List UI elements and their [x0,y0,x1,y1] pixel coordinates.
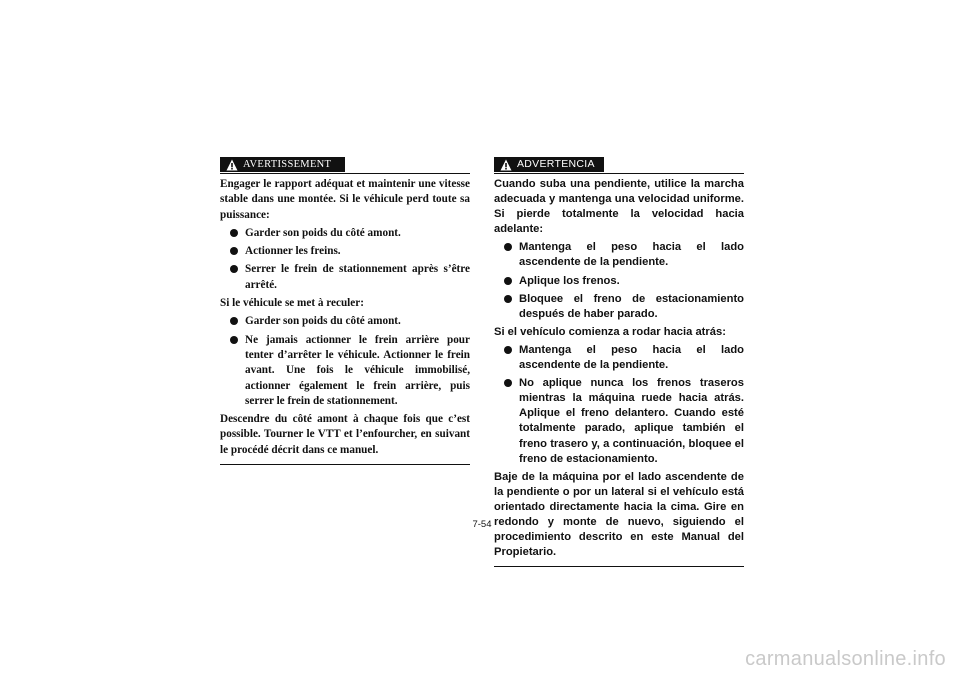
reverse-actions-list [220,314,470,409]
bullet-icon [504,243,512,251]
reverse-actions-list [494,343,744,467]
reverse-heading: Si le véhicule se met à reculer: [220,297,364,310]
list-item: Actionner les freins. [220,244,470,259]
warning-badge [494,157,604,172]
warning-triangle-icon [500,159,512,171]
list-item: Garder son poids du côté amont. [220,226,470,241]
stall-actions-list [494,240,744,321]
warning-header [220,157,470,174]
closing-paragraph: Baje de la máquina por el lado ascendente de la pendiente o por un lateral si el vehículo está orientado directamente hacia la cima. Gire en redondo y monte de nuevo, siguiendo el procedimiento descrito en este Manual del Propietario. [494,470,744,559]
bullet-icon [230,229,238,237]
bullet-icon [504,346,512,354]
page-number: 7-54 [472,519,492,530]
list-item: Serrer le frein de stationnement après s’être arrêté. [220,262,470,293]
french-warning-column [220,157,470,465]
list-item: Ne jamais actionner le frein arrière pour tenter d’arrêter le véhicule. Actionner le frein avant. Une fois le véhicule immobilisé, actionner également le frein arrière, puis serrer le frein de stationnement. [220,333,470,409]
warning-triangle-icon [226,159,238,171]
bullet-icon [504,379,512,387]
intro-paragraph: Cuando suba una pendiente, utilice la marcha adecuada y mantenga una velocidad uniforme. Si pierde totalmente la velocidad hacia adelante: [494,178,744,236]
list-item: No aplique nunca los frenos traseros mientras la máquina ruede hacia atrás. Aplique el freno delantero. Cuando esté totalmente parado, aplique también el freno trasero y, a continuación, bloquee el freno de estacionamiento. [494,376,744,467]
watermark: carmanualsonline.info [745,648,946,670]
header-rule [494,173,744,174]
end-rule [220,464,470,465]
warning-header [494,157,744,174]
bullet-icon [504,277,512,285]
header-rule [220,173,470,174]
bullet-icon [504,295,512,303]
list-item: Mantenga el peso hacia el lado ascendente de la pendiente. [494,343,744,373]
reverse-heading: Si el vehículo comienza a rodar hacia atrás: [494,325,726,338]
end-rule [494,566,744,567]
warning-badge-label: ADVERTENCIA [517,157,595,170]
bullet-icon [230,247,238,255]
list-item: Garder son poids du côté amont. [220,314,470,329]
closing-paragraph: Descendre du côté amont à chaque fois que c’est possible. Tourner le VTT et l’enfourcher, en suivant le procédé décrit dans ce manuel. [220,413,470,456]
list-item: Mantenga el peso hacia el lado ascendente de la pendiente. [494,240,744,270]
spanish-warning-column [494,157,744,567]
warning-badge [220,157,345,172]
bullet-icon [230,336,238,344]
list-item: Aplique los frenos. [494,274,744,289]
bullet-icon [230,317,238,325]
stall-actions-list [220,226,470,293]
warning-badge-label: AVERTISSEMENT [243,158,332,170]
list-item: Bloquee el freno de estacionamiento después de haber parado. [494,292,744,322]
intro-paragraph: Engager le rapport adéquat et maintenir une vitesse stable dans une montée. Si le véhicule perd toute sa puissance: [220,178,470,221]
bullet-icon [230,265,238,273]
